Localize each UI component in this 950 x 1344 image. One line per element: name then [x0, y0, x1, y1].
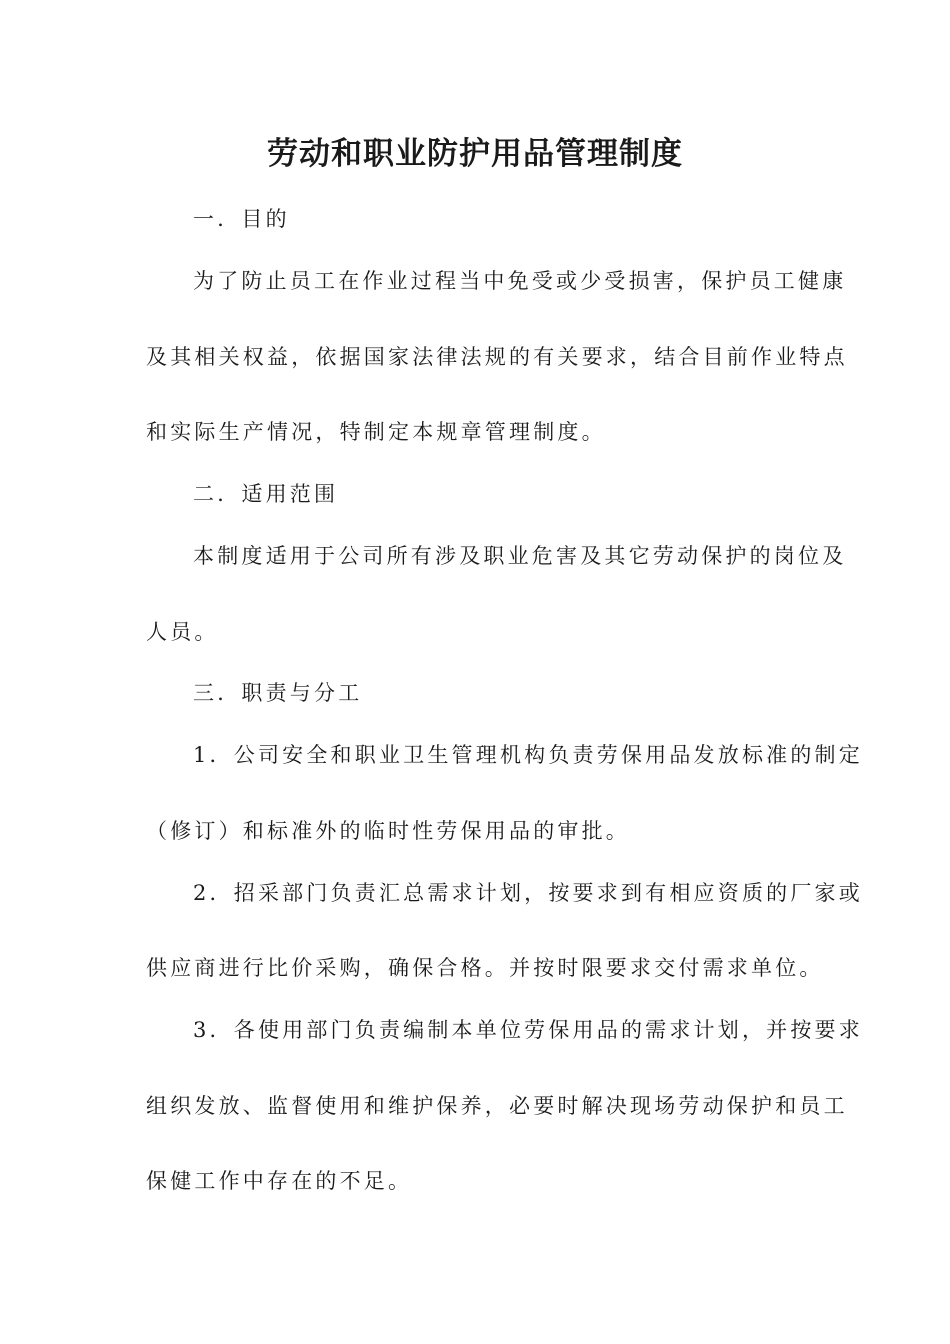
- paragraph-line: 及其相关权益，依据国家法律法规的有关要求，结合目前作业特点: [146, 345, 848, 369]
- list-item-line: 1．公司安全和职业卫生管理机构负责劳保用品发放标准的制定: [193, 743, 863, 767]
- section-heading-responsibilities: 三．职责与分工: [193, 681, 363, 705]
- section-heading-scope: 二．适用范围: [193, 482, 339, 506]
- paragraph-line: 和实际生产情况，特制定本规章管理制度。: [146, 420, 606, 444]
- list-item-line: 供应商进行比价采购，确保合格。并按时限要求交付需求单位。: [146, 956, 824, 980]
- list-item-line: 3．各使用部门负责编制本单位劳保用品的需求计划，并按要求: [193, 1018, 863, 1042]
- list-item-line: 组织发放、监督使用和维护保养，必要时解决现场劳动保护和员工: [146, 1094, 848, 1118]
- list-item-line: （修订）和标准外的临时性劳保用品的审批。: [146, 819, 630, 843]
- paragraph-line: 人员。: [146, 620, 219, 644]
- section-heading-purpose: 一．目的: [193, 207, 290, 231]
- list-item-line: 2．招采部门负责汇总需求计划，按要求到有相应资质的厂家或: [193, 881, 863, 905]
- paragraph-line: 本制度适用于公司所有涉及职业危害及其它劳动保护的岗位及: [193, 544, 847, 568]
- list-item-line: 保健工作中存在的不足。: [146, 1169, 413, 1193]
- document-title: 劳动和职业防护用品管理制度: [267, 136, 683, 172]
- paragraph-line: 为了防止员工在作业过程当中免受或少受损害，保护员工健康: [193, 269, 847, 293]
